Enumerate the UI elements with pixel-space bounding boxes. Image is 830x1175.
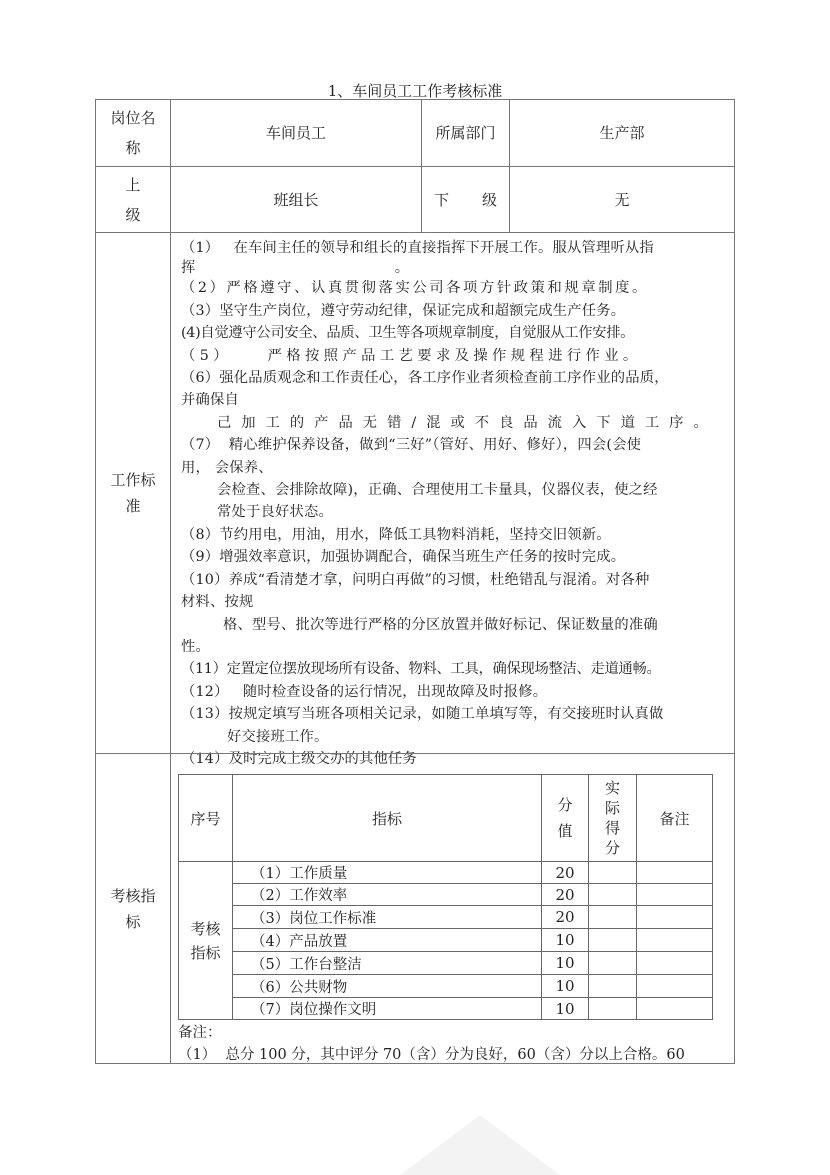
indicator-cell [232,905,542,929]
standard-line: 性。 [181,638,210,655]
header-actual-l1: 实 [604,779,620,797]
standard-line: 材料、按规 [181,594,254,611]
score-cell [541,928,589,952]
group-label-cell [178,861,233,1020]
score-cell [541,883,589,906]
subordinate-value: 无 [614,190,630,209]
standard-line: （5） 严格按照产品工艺要求及操作规程进行作业。 [181,347,642,364]
position-label-line2: 称 [125,139,141,157]
remark-cell[interactable] [636,997,713,1020]
document-title: 1、车间员工工作考核标准 [327,82,503,100]
indicator-text: （3）岗位工作标准 [251,910,377,927]
standard-line: （14）及时完成上级交办的其他任务 [181,750,418,767]
superior-label-line1: 上 [125,175,141,194]
standard-line: 挥 。 [181,260,410,277]
header-actual-l3: 得 [604,819,620,837]
position-value: 车间员工 [265,124,326,142]
standard-line: （1） 在车间主任的领导和组长的直接指挥下开展工作。服从管理听从指 [181,240,654,256]
remark-cell[interactable] [636,928,713,952]
dept-value: 生产部 [599,124,645,142]
header-indicator-text: 指标 [371,809,402,828]
remark-cell[interactable] [636,905,713,929]
remark-cell[interactable] [636,951,713,975]
indicator-text: （5）工作台整洁 [251,956,362,973]
dept-label-cell [421,99,510,167]
standard-line: （13）按规定填写当班各项相关记录，如随工单填写等，有交接班时认真做 [181,706,664,723]
assessment-label-line2: 标 [125,912,141,931]
actual-score-cell[interactable] [588,883,637,906]
standard-line: （6）强化品质观念和工作责任心，各工序作业者须检查前工序作业的品质， [181,370,669,387]
header-actual [588,774,637,862]
dept-label: 所属部门 [435,124,496,142]
header-seq [178,774,233,862]
standard-line: 常处于良好状态。 [217,504,333,521]
remark-cell[interactable] [636,883,713,906]
score-text: 10 [555,977,575,995]
header-actual-l4: 分 [604,839,620,857]
score-text: 10 [555,999,575,1018]
superior-value-cell [170,166,422,233]
actual-score-cell[interactable] [588,861,637,884]
superior-value: 班组长 [273,190,319,209]
indicator-text: （2）工作效率 [251,888,348,904]
superior-label-cell [95,166,171,233]
notes-label: 备注： [178,1025,222,1041]
standard-line: 好交接班工作。 [227,728,329,745]
indicator-cell [232,883,542,906]
score-text: 10 [555,954,575,972]
position-label-line1: 岗位名 [110,109,156,127]
superior-label-line2: 级 [125,205,141,224]
indicator-text: （1）工作质量 [251,866,348,882]
standard-line: （2）严格遵守、认真贯彻落实公司各项方针政策和规章制度。 [181,280,649,297]
standard-line: （8）节约用电，用油，用水，降低工具物料消耗，坚持交旧领新。 [181,526,611,543]
standard-line: 己加工的产品无错/混或不良品流入下道工序。 [217,414,718,431]
dept-value-cell [509,99,735,167]
standard-line: 会检查、会排除故障)，正确、合理使用工卡量具，仪器仪表，使之经 [217,482,658,499]
indicator-cell [232,997,542,1020]
indicator-cell [232,951,542,975]
score-cell [541,951,589,975]
header-score-l2: 值 [557,822,573,840]
subordinate-label-a: 下 [434,190,450,209]
score-text: 20 [555,885,575,904]
standard-line: （10）养成“看清楚才拿，问明白再做”的习惯，杜绝错乱与混淆。对各种 [181,571,650,588]
standards-label-line2: 准 [125,497,141,515]
remark-cell[interactable] [636,861,713,884]
standard-line: 格、型号、批次等进行严格的分区放置并做好标记、保证数量的准确 [223,616,658,633]
standard-line: 用， 会保养、 [181,459,273,476]
actual-score-cell[interactable] [588,974,637,998]
standards-label-cell [95,232,171,754]
standard-line: （7） 精心维护保养设备，做到“三好”（管好、用好、修好），四会(会使 [181,437,642,454]
group-label-l1: 考核 [190,919,221,938]
indicator-cell [232,928,542,952]
header-remark [636,774,713,862]
note-line: （1） 总分 100 分，其中评分 70（含）分为良好，60（含）分以上合格。60 [178,1047,685,1063]
indicator-cell [232,861,542,884]
indicator-cell [232,974,542,998]
standard-line: 并确保自 [181,392,239,409]
score-cell [541,997,589,1020]
subordinate-value-cell [509,166,735,233]
actual-score-cell[interactable] [588,928,637,952]
header-actual-l2: 际 [604,799,620,817]
indicator-text: （4）产品放置 [251,933,348,950]
standard-line: （9）增强效率意识，加强协调配合，确保当班生产任务的按时完成。 [181,549,626,566]
standard-line: （11）定置定位摆放现场所有设备、物料、工具，确保现场整洁、走道通畅。 [181,661,661,678]
header-score-l1: 分 [557,796,573,814]
actual-score-cell[interactable] [588,905,637,929]
watermark-shape [400,1115,560,1175]
standard-line: （12） 随时检查设备的运行情况，出现故障及时报修。 [181,683,548,700]
header-remark-text: 备注 [659,809,690,828]
score-cell [541,861,589,884]
standards-content-cell [170,232,735,767]
indicator-text: （6）公共财物 [251,979,348,996]
remark-cell[interactable] [636,974,713,998]
header-score [541,774,589,862]
subordinate-label-b: 级 [481,190,497,209]
score-text: 20 [555,908,575,926]
actual-score-cell[interactable] [588,951,637,975]
actual-score-cell[interactable] [588,997,637,1020]
header-indicator [232,774,542,862]
position-label-cell [95,99,171,167]
header-seq-text: 序号 [190,809,221,828]
standard-line: （3）坚守生产岗位，遵守劳动纪律，保证完成和超额完成生产任务。 [181,302,626,319]
score-cell [541,905,589,929]
score-cell [541,974,589,998]
standard-line: (4)自觉遵守公司安全、品质、卫生等各项规章制度，自觉服从工作安排。 [181,325,635,342]
score-text: 20 [555,863,575,882]
assessment-label-cell [95,753,171,1064]
score-text: 10 [555,931,575,949]
position-value-cell [170,99,422,167]
standards-label-line1: 工作标 [110,471,156,489]
subordinate-label-cell [421,166,510,233]
assessment-label-line1: 考核指 [110,886,156,905]
group-label-l2: 指标 [190,943,221,962]
indicator-text: （7）岗位操作文明 [251,1002,377,1018]
